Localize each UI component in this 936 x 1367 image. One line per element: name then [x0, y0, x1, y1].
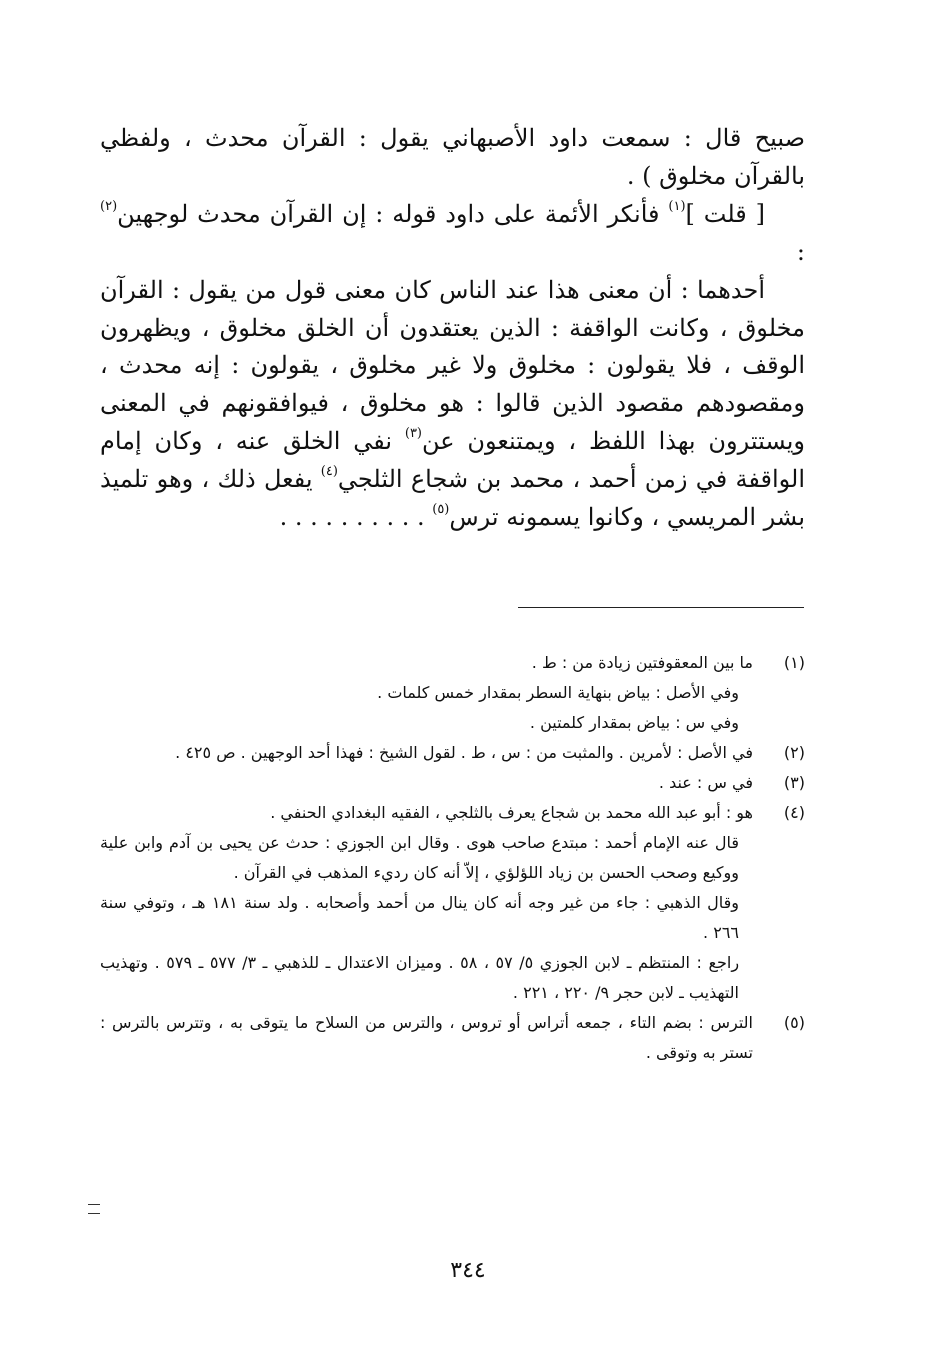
paragraph-2-text: [ قلت ]	[685, 199, 765, 228]
footnote-line: راجع : المنتظم ـ لابن الجوزي ٥/ ٥٧ ، ٥٨ . وميزان الاعتدال ـ للذهبي ـ ٣/ ٥٧٧ ـ ٥٧٩ . وتهذيب التهذيب ـ لابن حجر ٩/ ٢٢٠ ، ٢٢١ .	[100, 953, 740, 1002]
footnote-line: وقال الذهبي : جاء من غير وجه أنه كان ينال من أحمد وأصحابه . ولد سنة ١٨١ هـ ، وتوفي سنة ٢٦٦ .	[100, 893, 739, 942]
footnote-line: وفي الأصل : بياض بنهاية السطر بمقدار خمس كلمات .	[377, 683, 739, 702]
footnote-5	[100, 1008, 805, 1068]
footnote-ref-3: (٣)	[404, 426, 422, 442]
footnote-number: (١)	[783, 653, 805, 672]
main-text	[100, 120, 805, 537]
paragraph-3	[100, 272, 805, 537]
ellipsis-dots: . . . . . . . . . .	[279, 503, 433, 532]
footnote-ref-5: (٥)	[432, 502, 450, 518]
paragraph-2-text-c: :	[796, 237, 805, 266]
footnote-line: الترس : بضم التاء ، جمعه أتراس أو تروس ، والترس من السلاح ما يتوقى به ، وتترس بالترس : تستر به وتوقى .	[100, 1013, 753, 1062]
footnote-ref-1: (١)	[668, 198, 686, 214]
paragraph-3-text-c: يفعل ذلك ، وهو تلميذ بشر المريسي ، وكانوا يسمونه ترس	[100, 465, 805, 532]
footnote-line: في الأصل : لأمرين . والمثبت من : س ، ط . لقول الشيخ : فهذا أحد الوجهين . ص ٤٢٥ .	[175, 743, 753, 762]
footnote-2	[100, 738, 805, 768]
footnote-4	[100, 798, 805, 1008]
paragraph-1: صبيح قال : سمعت داود الأصبهاني يقول : القرآن محدث ، ولفظي بالقرآن مخلوق ) .	[100, 124, 805, 190]
footnote-line: وفي س : بياض بمقدار كلمتين .	[529, 713, 739, 732]
page-number: ٣٤٤	[450, 1258, 486, 1283]
paragraph-3-text: أحدهما : أن معنى هذا عند الناس كان معنى قول من يقول : القرآن مخلوق ، وكانت الواقفة : الذين يعتقدون أن الخلق مخلوق ، ويظهرون الوقف ، فلا يقولون : مخلوق ولا غير مخلوق ، يقولون : إنه محدث ، ومقصودهم مقصود الذين قالوا : هو مخلوق ، فيوافقونهم في المعنى ويستترون بهذا اللفظ ، ويمتنعون عن	[100, 275, 806, 456]
margin-mark	[88, 1204, 100, 1214]
paragraph-3-text-b: نفي الخلق عنه ، وكان إمام الواقفة في زمن أحمد ، محمد بن شجاع الثلجي	[100, 427, 805, 494]
footnote-line: ما بين المعقوفتين زيادة من : ط .	[531, 653, 753, 672]
footnote-number: (٣)	[783, 773, 805, 792]
footnote-3	[100, 768, 805, 798]
footnote-number: (٥)	[783, 1013, 805, 1032]
footnote-number: (٢)	[783, 743, 805, 762]
footnote-separator	[518, 607, 804, 608]
footnote-line: هو : أبو عبد الله محمد بن شجاع يعرف بالثلجي ، الفقيه البغدادي الحنفي .	[270, 803, 753, 822]
footnote-ref-2: (٢)	[100, 198, 118, 214]
footnote-line: في س : عند .	[658, 773, 753, 792]
footnote-line: قال عنه الإمام أحمد : مبتدع صاحب هوى . وقال ابن الجوزي : حدث عن يحيى بن آدم وابن علية ووكيع وصحب الحسن بن زياد اللؤلؤي ، إلاّ أنه كان رديء المذهب في القرآن .	[100, 833, 739, 882]
paragraph-2	[100, 196, 805, 272]
footnote-1	[100, 648, 805, 738]
footnote-number: (٤)	[783, 803, 805, 822]
footnote-ref-4: (٤)	[320, 464, 338, 480]
footnotes	[100, 648, 805, 1068]
paragraph-2-text-b: فأنكر الأئمة على داود قوله : إن القرآن محدث لوجهين	[117, 199, 669, 228]
